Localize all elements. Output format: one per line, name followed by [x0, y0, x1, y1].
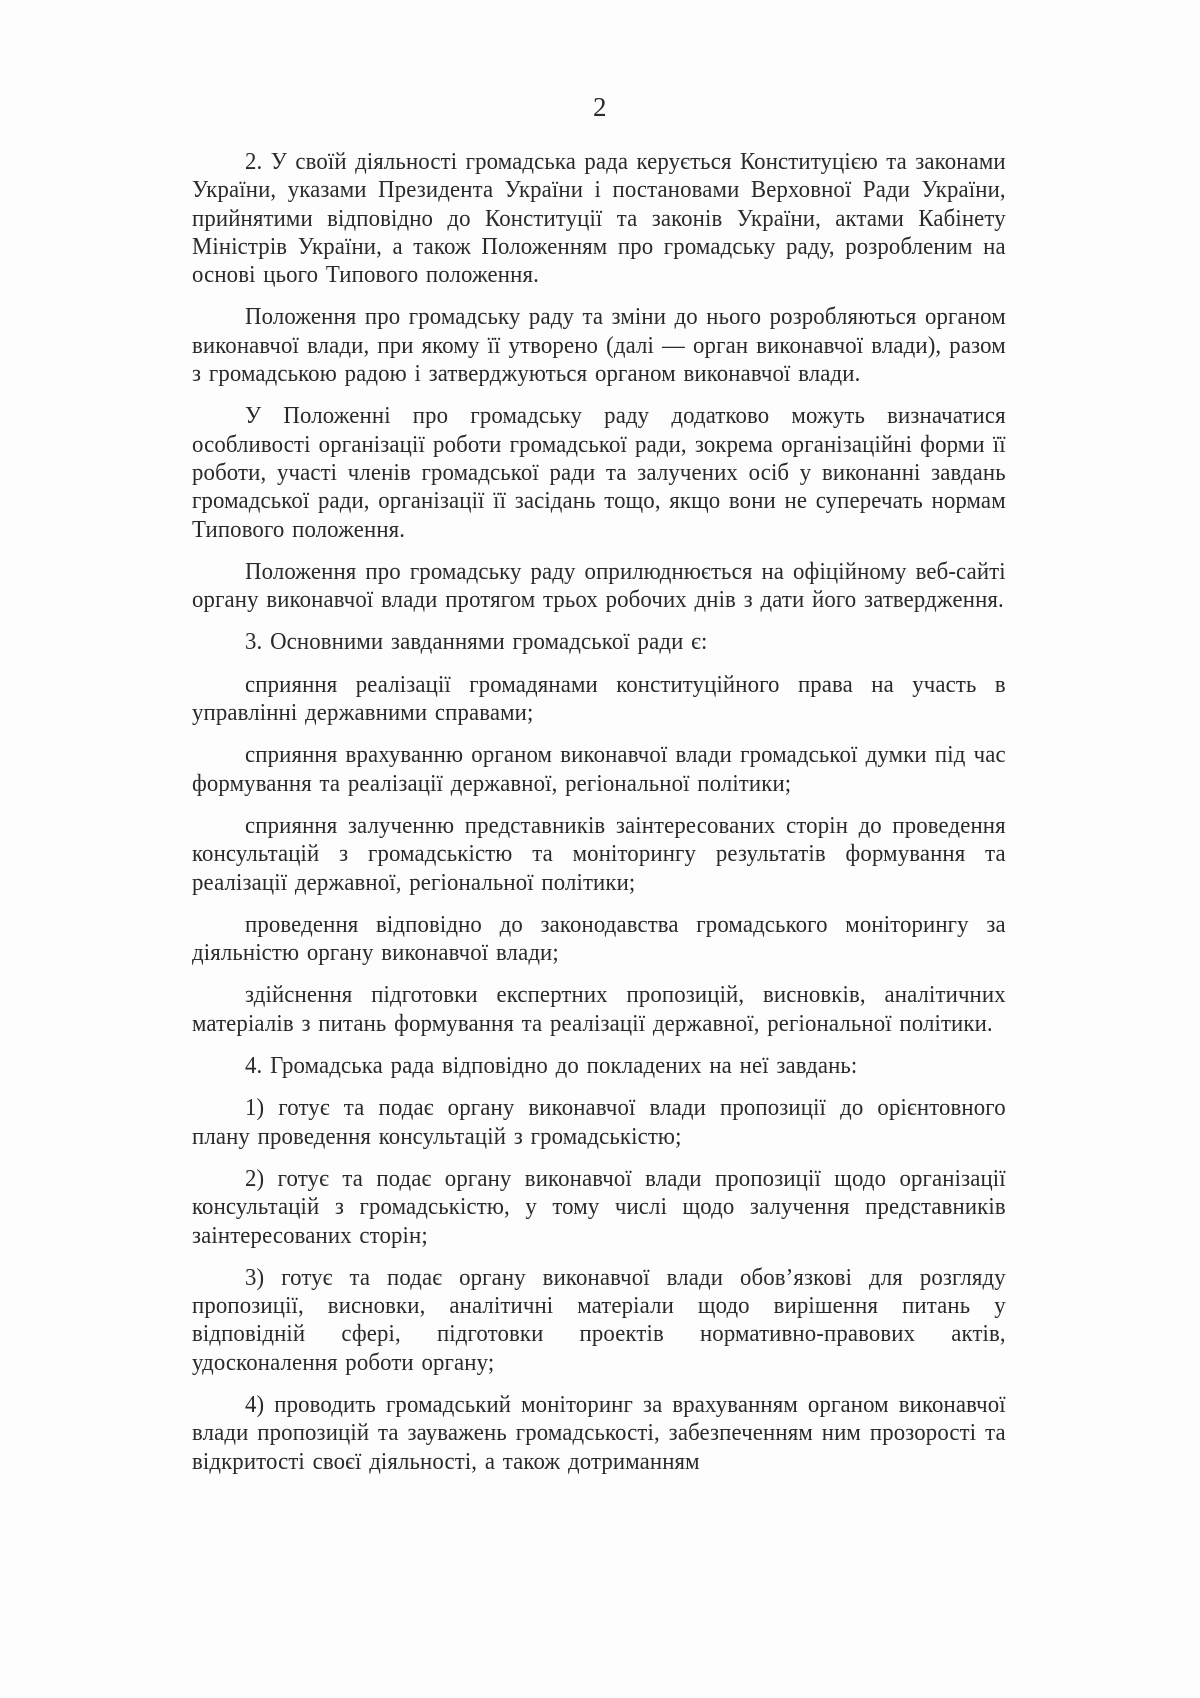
- paragraph-regulation-development: Положення про громадську раду та зміни до нього розробляються органом виконавчої влади, при якому її утворено (далі — орган виконавчої влади), разом з громадською радою і затверджуються органом виконавчої влади.: [192, 303, 1006, 388]
- task-item: сприяння врахуванню органом виконавчої влади громадської думки під час формування та реалізації державної, регіональної політики;: [192, 741, 1006, 797]
- document-body: [192, 148, 1006, 1490]
- paragraph-regulation-additional: У Положенні про громадську раду додатково можуть визначатися особливості організації роботи громадської ради, зокрема організаційні форми її роботи, участі членів громадської ради та залучених осіб у виконанні завдань громадської ради, організації її засідань тощо, якщо вони не суперечать нормам Типового положення.: [192, 402, 1006, 543]
- paragraph-regulation-publication: Положення про громадську раду оприлюднюється на офіційному веб-сайті органу виконавчої влади протягом трьох робочих днів з дати його затвердження.: [192, 557, 1006, 614]
- task-item: проведення відповідно до законодавства громадського моніторингу за діяльністю органу виконавчої влади;: [192, 910, 1006, 967]
- function-item: 3) готує та подає органу виконавчої влади обов’язкові для розгляду пропозиції, висновки, аналітичні матеріали щодо вирішення питань у відповідній сфері, підготовки проектів нормативно-правових актів, удосконалення роботи органу;: [192, 1263, 1006, 1376]
- function-item: 1) готує та подає органу виконавчої влади пропозиції до орієнтовного плану проведення консультацій з громадськістю;: [192, 1094, 1006, 1150]
- task-item: здійснення підготовки експертних пропозицій, висновків, аналітичних матеріалів з питань формування та реалізації державної, регіональної політики.: [192, 981, 1006, 1037]
- paragraph-3-main-tasks: 3. Основними завданнями громадської ради є:: [245, 628, 708, 656]
- paragraph-4-functions: 4. Громадська рада відповідно до покладених на неї завдань:: [245, 1052, 858, 1080]
- page-number: 2: [593, 92, 607, 122]
- task-item: сприяння залученню представників заінтересованих сторін до проведення консультацій з громадськістю та моніторингу результатів формування та реалізації державної, регіональної політики;: [192, 811, 1006, 896]
- task-item: сприяння реалізації громадянами конституційного права на участь в управлінні державними справами;: [192, 670, 1006, 727]
- function-item: 2) готує та подає органу виконавчої влади пропозиції щодо організації консультацій з громадськістю, у тому числі щодо залучення представників заінтересованих сторін;: [192, 1164, 1006, 1249]
- paragraph-2-legal-basis: 2. У своїй діяльності громадська рада керується Конституцією та законами України, указами Президента України і постановами Верховної Ради України, прийнятими відповідно до Конституції та законів України, актами Кабінету Міністрів України, а також Положенням про громадську раду, розробленим на основі цього Типового положення.: [192, 148, 1006, 289]
- function-item: 4) проводить громадський моніторинг за врахуванням органом виконавчої влади пропозицій та зауважень громадськості, забезпеченням ним прозорості та відкритості своєї діяльності, а також дотриманням: [192, 1390, 1006, 1475]
